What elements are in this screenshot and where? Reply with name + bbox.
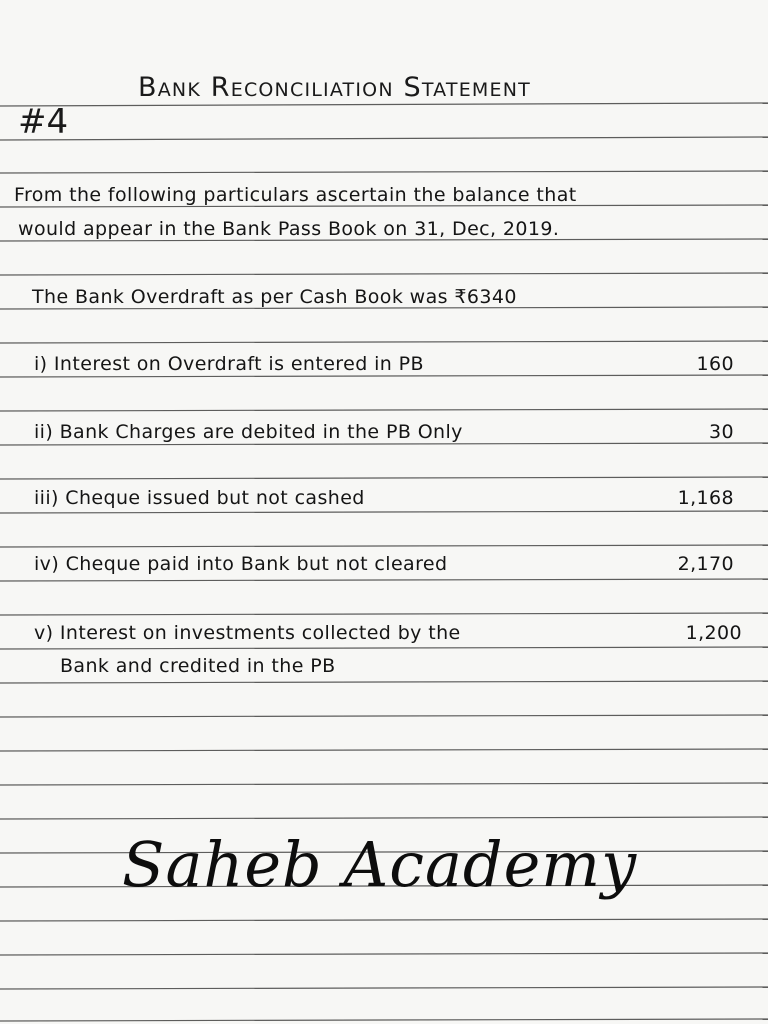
item-amount: 160 <box>696 353 734 375</box>
item-amount: 1,168 <box>677 487 734 509</box>
item-label: v) Interest on investments collected by the <box>34 622 461 644</box>
item-label: iii) Cheque issued but not cashed <box>34 487 365 509</box>
item-label: i) Interest on Overdraft is entered in PB <box>34 353 424 375</box>
question-number: #4 <box>18 102 69 142</box>
prompt-line-1: From the following particulars ascertain the balance that <box>14 184 577 206</box>
item-amount: 2,170 <box>677 553 734 575</box>
prompt-line-2: would appear in the Bank Pass Book on 31, Dec, 2019. <box>18 218 560 240</box>
page-title: Bank Reconciliation Statement <box>138 72 531 103</box>
watermark-signature: Saheb Academy <box>122 828 638 901</box>
item-amount: 1,200 <box>685 622 742 644</box>
overdraft-statement: The Bank Overdraft as per Cash Book was ₹6340 <box>32 286 517 308</box>
item-label: ii) Bank Charges are debited in the PB Only <box>34 421 463 443</box>
item-label-continued: Bank and credited in the PB <box>60 655 336 677</box>
item-label: iv) Cheque paid into Bank but not cleared <box>34 553 448 575</box>
item-amount: 30 <box>709 421 734 443</box>
